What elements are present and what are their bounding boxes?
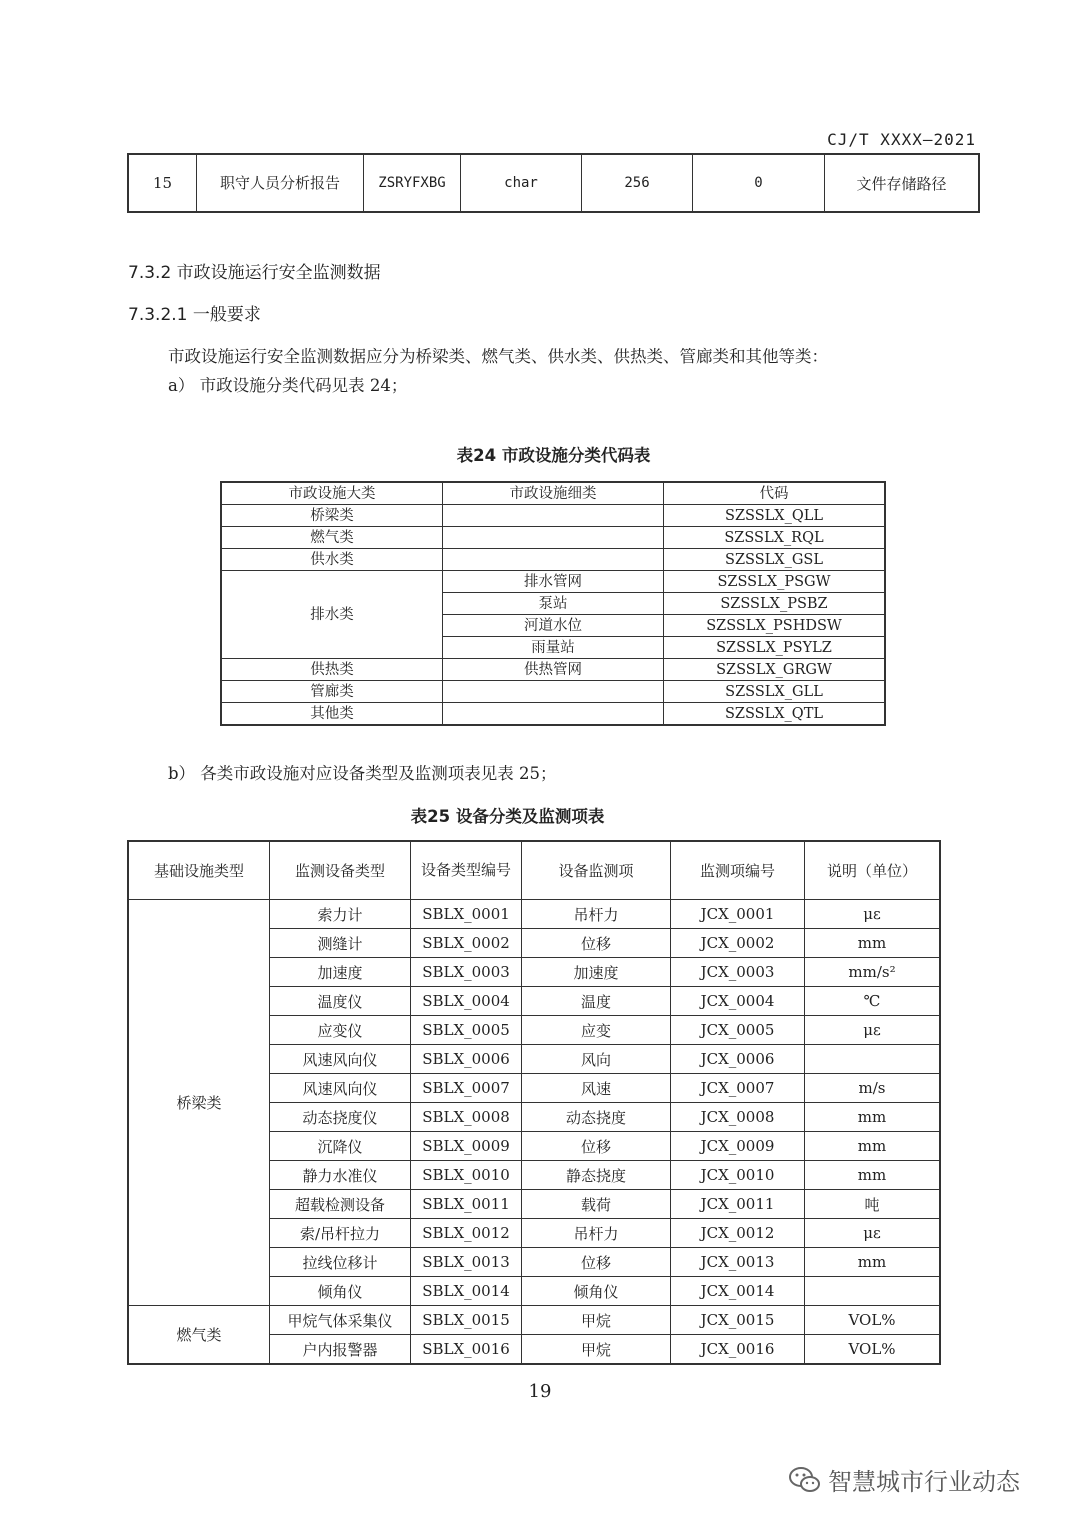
table-header-row bbox=[128, 841, 940, 900]
cell: SZSSLX_GLL bbox=[664, 681, 886, 703]
column-header: 监测设备类型 bbox=[270, 841, 411, 900]
cell: SZSSLX_PSYLZ bbox=[664, 637, 886, 659]
cell: με bbox=[805, 1016, 941, 1045]
cell: 其他类 bbox=[221, 703, 443, 726]
cell: JCX_0013 bbox=[671, 1248, 805, 1277]
cell: 静力水准仪 bbox=[270, 1161, 411, 1190]
cell: 倾角仪 bbox=[270, 1277, 411, 1306]
standard-code: CJ/T XXXX—2021 bbox=[827, 130, 976, 149]
cell: 甲烷 bbox=[522, 1335, 671, 1365]
column-header: 设备监测项 bbox=[522, 841, 671, 900]
cell: JCX_0005 bbox=[671, 1016, 805, 1045]
cell: 管廊类 bbox=[221, 681, 443, 703]
section-heading-7-3-2-1: 7.3.2.1 一般要求 bbox=[128, 305, 261, 325]
cell: JCX_0002 bbox=[671, 929, 805, 958]
cell: JCX_0006 bbox=[671, 1045, 805, 1074]
cell: SBLX_0011 bbox=[411, 1190, 522, 1219]
cell: SZSSLX_PSBZ bbox=[664, 593, 886, 615]
cell-facility-type: 燃气类 bbox=[128, 1306, 270, 1365]
cell: SZSSLX_PSHDSW bbox=[664, 615, 886, 637]
cell: 沉降仪 bbox=[270, 1132, 411, 1161]
cell: 索力计 bbox=[270, 900, 411, 929]
cell: SZSSLX_RQL bbox=[664, 527, 886, 549]
cell: 倾角仪 bbox=[522, 1277, 671, 1306]
cell: 泵站 bbox=[443, 593, 664, 615]
cell: 吊杆力 bbox=[522, 900, 671, 929]
cell: 吊杆力 bbox=[522, 1219, 671, 1248]
cell: JCX_0011 bbox=[671, 1190, 805, 1219]
column-header: 市政设施细类 bbox=[443, 482, 664, 505]
cell: JCX_0007 bbox=[671, 1074, 805, 1103]
cell: 超载检测设备 bbox=[270, 1190, 411, 1219]
cell: 排水类 bbox=[221, 571, 443, 659]
table-header-row bbox=[221, 482, 885, 505]
cell: SBLX_0002 bbox=[411, 929, 522, 958]
cell: SBLX_0012 bbox=[411, 1219, 522, 1248]
cell: SBLX_0015 bbox=[411, 1306, 522, 1335]
wechat-icon bbox=[788, 1465, 822, 1495]
cell: 256 bbox=[582, 154, 693, 212]
cell: mm bbox=[805, 1161, 941, 1190]
cell bbox=[443, 505, 664, 527]
cell: 风速 bbox=[522, 1074, 671, 1103]
cell: 排水管网 bbox=[443, 571, 664, 593]
cell: 职守人员分析报告 bbox=[197, 154, 364, 212]
cell: 吨 bbox=[805, 1190, 941, 1219]
table-row bbox=[128, 154, 979, 212]
cell: 应变 bbox=[522, 1016, 671, 1045]
section-heading-7-3-2: 7.3.2 市政设施运行安全监测数据 bbox=[128, 263, 381, 283]
cell: 动态挠度 bbox=[522, 1103, 671, 1132]
cell: 风速风向仪 bbox=[270, 1074, 411, 1103]
paragraph-b: b） 各类市政设施对应设备类型及监测项表见表 25； bbox=[168, 764, 557, 783]
column-header: 代码 bbox=[664, 482, 886, 505]
paragraph-a: a） 市政设施分类代码见表 24； bbox=[168, 376, 408, 395]
column-header: 监测项编号 bbox=[671, 841, 805, 900]
watermark bbox=[788, 1462, 1020, 1497]
table24-caption: 表24 市政设施分类代码表 bbox=[456, 446, 651, 465]
cell: SZSSLX_GSL bbox=[664, 549, 886, 571]
cell: 文件存储路径 bbox=[825, 154, 980, 212]
cell: SZSSLX_QLL bbox=[664, 505, 886, 527]
cell: 风向 bbox=[522, 1045, 671, 1074]
cell: 河道水位 bbox=[443, 615, 664, 637]
table-row bbox=[221, 527, 885, 549]
table-row bbox=[221, 703, 885, 726]
cell: JCX_0016 bbox=[671, 1335, 805, 1365]
cell: 甲烷气体采集仪 bbox=[270, 1306, 411, 1335]
cell: SBLX_0005 bbox=[411, 1016, 522, 1045]
cell: SBLX_0016 bbox=[411, 1335, 522, 1365]
cell: SZSSLX_QTL bbox=[664, 703, 886, 726]
cell: SBLX_0013 bbox=[411, 1248, 522, 1277]
cell: mm bbox=[805, 1103, 941, 1132]
cell: 甲烷 bbox=[522, 1306, 671, 1335]
cell: 燃气类 bbox=[221, 527, 443, 549]
cell: SZSSLX_GRGW bbox=[664, 659, 886, 681]
cell: JCX_0015 bbox=[671, 1306, 805, 1335]
cell: JCX_0012 bbox=[671, 1219, 805, 1248]
cell: 位移 bbox=[522, 1248, 671, 1277]
cell: 桥梁类 bbox=[221, 505, 443, 527]
cell: JCX_0014 bbox=[671, 1277, 805, 1306]
cell-facility-type: 桥梁类 bbox=[128, 900, 270, 1306]
cell: mm bbox=[805, 929, 941, 958]
table-row bbox=[128, 1306, 940, 1335]
cell: char bbox=[461, 154, 582, 212]
continued-table-row bbox=[127, 153, 980, 213]
cell: JCX_0003 bbox=[671, 958, 805, 987]
cell: m/s bbox=[805, 1074, 941, 1103]
cell: JCX_0008 bbox=[671, 1103, 805, 1132]
cell: VOL% bbox=[805, 1335, 941, 1365]
cell bbox=[443, 681, 664, 703]
cell: ZSRYFXBG bbox=[364, 154, 461, 212]
cell: 加速度 bbox=[522, 958, 671, 987]
watermark-text: 智慧城市行业动态 bbox=[828, 1468, 1020, 1496]
cell: 风速风向仪 bbox=[270, 1045, 411, 1074]
cell: 温度仪 bbox=[270, 987, 411, 1016]
cell: SBLX_0007 bbox=[411, 1074, 522, 1103]
cell: SBLX_0009 bbox=[411, 1132, 522, 1161]
cell: JCX_0001 bbox=[671, 900, 805, 929]
page-number: 19 bbox=[528, 1381, 552, 1402]
cell: SBLX_0010 bbox=[411, 1161, 522, 1190]
cell: ℃ bbox=[805, 987, 941, 1016]
cell bbox=[443, 703, 664, 726]
cell: 索/吊杆拉力 bbox=[270, 1219, 411, 1248]
cell: VOL% bbox=[805, 1306, 941, 1335]
cell: 温度 bbox=[522, 987, 671, 1016]
table-row bbox=[221, 549, 885, 571]
cell: 加速度 bbox=[270, 958, 411, 987]
cell: με bbox=[805, 900, 941, 929]
column-header: 基础设施类型 bbox=[128, 841, 270, 900]
cell: 载荷 bbox=[522, 1190, 671, 1219]
cell: 15 bbox=[128, 154, 197, 212]
table-row bbox=[221, 659, 885, 681]
cell bbox=[805, 1045, 941, 1074]
cell: JCX_0010 bbox=[671, 1161, 805, 1190]
cell: mm/s² bbox=[805, 958, 941, 987]
cell: SZSSLX_PSGW bbox=[664, 571, 886, 593]
cell: 静态挠度 bbox=[522, 1161, 671, 1190]
table-row bbox=[221, 681, 885, 703]
cell: 供水类 bbox=[221, 549, 443, 571]
cell: SBLX_0003 bbox=[411, 958, 522, 987]
cell: SBLX_0004 bbox=[411, 987, 522, 1016]
cell: JCX_0009 bbox=[671, 1132, 805, 1161]
paragraph-general: 市政设施运行安全监测数据应分为桥梁类、燃气类、供水类、供热类、管廊类和其他等类： bbox=[168, 347, 828, 366]
cell: 供热管网 bbox=[443, 659, 664, 681]
cell bbox=[805, 1277, 941, 1306]
column-header: 市政设施大类 bbox=[221, 482, 443, 505]
cell: SBLX_0008 bbox=[411, 1103, 522, 1132]
cell: 供热类 bbox=[221, 659, 443, 681]
cell: 位移 bbox=[522, 929, 671, 958]
cell: 拉线位移计 bbox=[270, 1248, 411, 1277]
table-row bbox=[128, 900, 940, 929]
cell: 应变仪 bbox=[270, 1016, 411, 1045]
cell: 位移 bbox=[522, 1132, 671, 1161]
cell: SBLX_0001 bbox=[411, 900, 522, 929]
cell: mm bbox=[805, 1132, 941, 1161]
cell bbox=[443, 549, 664, 571]
table25 bbox=[127, 840, 941, 1365]
column-header: 设备类型编号 bbox=[411, 841, 522, 900]
cell: με bbox=[805, 1219, 941, 1248]
cell: 动态挠度仪 bbox=[270, 1103, 411, 1132]
cell: SBLX_0014 bbox=[411, 1277, 522, 1306]
cell bbox=[443, 527, 664, 549]
cell: mm bbox=[805, 1248, 941, 1277]
table-row bbox=[221, 571, 885, 593]
table24 bbox=[220, 481, 886, 726]
table-row bbox=[221, 505, 885, 527]
table25-caption: 表25 设备分类及监测项表 bbox=[410, 807, 605, 826]
cell: 0 bbox=[693, 154, 825, 212]
cell: JCX_0004 bbox=[671, 987, 805, 1016]
cell: 雨量站 bbox=[443, 637, 664, 659]
cell: 户内报警器 bbox=[270, 1335, 411, 1365]
cell: SBLX_0006 bbox=[411, 1045, 522, 1074]
cell: 测缝计 bbox=[270, 929, 411, 958]
column-header: 说明（单位） bbox=[805, 841, 941, 900]
